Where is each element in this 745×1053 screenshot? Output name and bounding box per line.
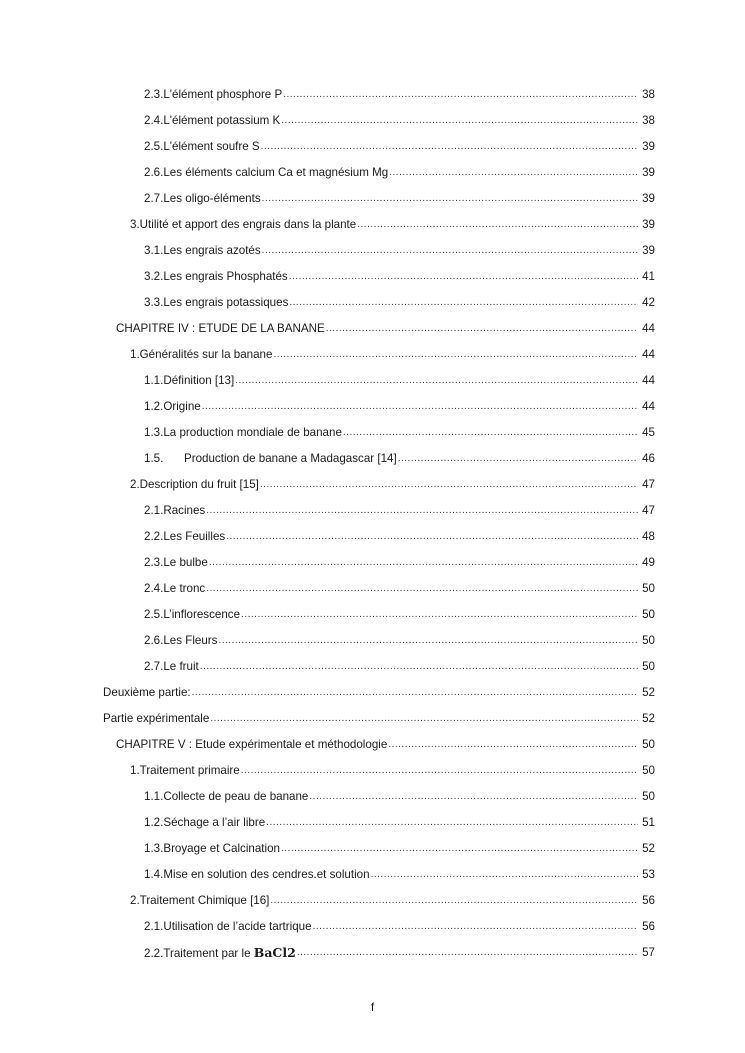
toc-entry[interactable]: [0, 160, 655, 186]
toc-entry-text: Deuxième partie:: [103, 686, 191, 699]
toc-entry[interactable]: [0, 888, 655, 914]
toc-entry-title: [144, 290, 288, 316]
toc-entry[interactable]: [0, 394, 655, 420]
toc-dot-leader: [210, 706, 638, 732]
toc-entry-text: Partie expérimentale: [103, 712, 210, 725]
toc-entry[interactable]: [0, 290, 655, 316]
toc-entry-page-number: 44: [642, 374, 655, 387]
toc-entry-title: [144, 368, 234, 394]
toc-entry-page-number: 49: [642, 556, 655, 569]
toc-entry-text: 1.3.La production mondiale de banane: [144, 426, 342, 439]
toc-entry-title: [144, 446, 397, 472]
toc-entry-page-number: 42: [642, 296, 655, 309]
toc-entry-title: [116, 732, 387, 758]
toc-entry-title: [144, 420, 342, 446]
toc-entry-text: CHAPITRE IV : ETUDE DE LA BANANE: [116, 322, 325, 335]
toc-entry-text: 1.3.Broyage et Calcination: [144, 842, 280, 855]
toc-entry-page-number: 38: [642, 114, 655, 127]
toc-entry-text: 1.2.Séchage a l’air libre: [144, 816, 266, 829]
toc-entry-text: 2.6.Les Fleurs: [144, 634, 218, 647]
toc-entry-title: [144, 134, 260, 160]
toc-entry-page-number: 56: [642, 920, 655, 933]
toc-entry-page-number: 56: [642, 894, 655, 907]
toc-entry-text: 2.1.Utilisation de l’acide tartrique: [144, 920, 312, 933]
toc-entry-page-number: 46: [642, 452, 655, 465]
toc-entry-number: 1.5.: [144, 452, 164, 465]
toc-dot-leader: [283, 82, 638, 108]
toc-dot-leader: [262, 186, 638, 212]
toc-entry-title: [130, 758, 240, 784]
toc-entry-title: [144, 186, 261, 212]
toc-entry-page-number: 47: [642, 478, 655, 491]
toc-dot-leader: [388, 732, 638, 758]
toc-entry-title: [103, 680, 191, 706]
toc-entry-page-number: 41: [642, 270, 655, 283]
toc-entry-text: 3.1.Les engrais azotés: [144, 244, 261, 257]
toc-entry-title: [144, 810, 265, 836]
toc-entry-page-number: 39: [642, 166, 655, 179]
toc-entry-title: [144, 238, 261, 264]
toc-entry-title: [130, 212, 356, 238]
toc-entry-page-number: 38: [642, 88, 655, 101]
toc-entry[interactable]: [0, 914, 655, 940]
toc-dot-leader: [262, 238, 638, 264]
toc-entry-title: [144, 940, 296, 967]
toc-entry-text: 2.Description du fruit [15]: [130, 478, 259, 491]
toc-entry-title: [144, 524, 225, 550]
toc-entry-text: 1.2.Origine: [144, 400, 201, 413]
toc-entry[interactable]: [0, 810, 655, 836]
toc-entry-title: [144, 498, 205, 524]
toc-entry-title: [144, 654, 199, 680]
toc-dot-leader: [192, 680, 638, 706]
toc-entry-page-number: 50: [642, 608, 655, 621]
toc-entry-title: [130, 342, 272, 368]
toc-entry-text: 2.7.Le fruit: [144, 660, 199, 673]
toc-dot-leader: [357, 212, 638, 238]
toc-entry-title: [144, 160, 388, 186]
toc-entry[interactable]: [0, 212, 655, 238]
toc-dot-leader: [241, 602, 638, 628]
toc-entry[interactable]: [0, 706, 655, 732]
toc-entry-text: 2.6.Les éléments calcium Ca et magnésium Mg: [144, 166, 389, 179]
table-of-contents: [0, 82, 745, 966]
toc-dot-leader: [343, 420, 638, 446]
toc-entry-text: 1.1.Définition [13]: [144, 374, 235, 387]
toc-dot-leader: [281, 108, 638, 134]
toc-dot-leader: [261, 134, 638, 160]
toc-dot-leader: [313, 914, 638, 940]
toc-entry-page-number: 51: [642, 816, 655, 829]
toc-entry-text: 2.4.Le tronc: [144, 582, 206, 595]
toc-entry[interactable]: [0, 238, 655, 264]
toc-entry-text: 1.1.Collecte de peau de banane: [144, 790, 309, 803]
toc-entry-text: 1.Traitement primaire: [130, 764, 240, 777]
toc-entry-title: [144, 264, 288, 290]
toc-entry-page-number: 48: [642, 530, 655, 543]
toc-entry[interactable]: [0, 82, 655, 108]
toc-entry-page-number: 44: [642, 348, 655, 361]
toc-dot-leader: [206, 576, 638, 602]
toc-dot-leader: [241, 758, 638, 784]
toc-entry-page-number: 50: [642, 738, 655, 751]
toc-entry[interactable]: [0, 602, 655, 628]
toc-entry-page-number: 44: [642, 400, 655, 413]
toc-entry-title: [144, 914, 312, 940]
toc-dot-leader: [209, 550, 638, 576]
toc-entry-title: [144, 862, 370, 888]
toc-entry-page-number: 45: [642, 426, 655, 439]
toc-dot-leader: [281, 836, 638, 862]
toc-dot-leader: [309, 784, 638, 810]
toc-entry-page-number: 39: [642, 244, 655, 257]
toc-entry[interactable]: [0, 940, 655, 966]
toc-entry-text: 2.Traitement Chimique [16]: [130, 894, 270, 907]
toc-entry-page-number: 50: [642, 582, 655, 595]
toc-entry[interactable]: [0, 264, 655, 290]
toc-dot-leader: [270, 888, 638, 914]
toc-entry[interactable]: [0, 836, 655, 862]
toc-dot-leader: [389, 160, 638, 186]
toc-dot-leader: [235, 368, 638, 394]
toc-entry-text: 2.3.L'élément phosphore P: [144, 88, 283, 101]
toc-entry[interactable]: [0, 862, 655, 888]
toc-entry[interactable]: [0, 186, 655, 212]
toc-entry-text: 3.2.Les engrais Phosphatés: [144, 270, 288, 283]
toc-entry-title: [144, 550, 208, 576]
toc-entry[interactable]: [0, 524, 655, 550]
toc-dot-leader: [260, 472, 638, 498]
toc-entry-page-number: 50: [642, 634, 655, 647]
toc-entry-text: CHAPITRE V : Etude expérimentale et méthodologie: [116, 738, 388, 751]
toc-entry[interactable]: [0, 732, 655, 758]
toc-dot-leader: [202, 394, 638, 420]
toc-entry[interactable]: [0, 654, 655, 680]
toc-entry-title: [144, 784, 308, 810]
toc-entry-page-number: 39: [642, 140, 655, 153]
toc-entry[interactable]: [0, 134, 655, 160]
toc-entry-text: 2.3.Le bulbe: [144, 556, 208, 569]
toc-entry-page-number: 50: [642, 790, 655, 803]
toc-entry[interactable]: [0, 758, 655, 784]
toc-entry-title: [144, 394, 201, 420]
toc-dot-leader: [297, 940, 638, 966]
toc-entry-chemical-formula: BaCl2: [253, 944, 296, 960]
toc-entry[interactable]: [0, 420, 655, 446]
toc-entry-page-number: 39: [642, 218, 655, 231]
toc-dot-leader: [273, 342, 638, 368]
toc-dot-leader: [326, 316, 638, 342]
toc-entry-page-number: 52: [642, 842, 655, 855]
toc-entry[interactable]: [0, 680, 655, 706]
page-footer-number: f: [370, 1000, 375, 1014]
toc-entry[interactable]: [0, 316, 655, 342]
toc-dot-leader: [266, 810, 638, 836]
toc-entry-text: 2.1.Racines: [144, 504, 206, 517]
toc-entry-title: [116, 316, 325, 342]
toc-entry-text: 3.Utilité et apport des engrais dans la plante: [130, 218, 357, 231]
toc-entry-title: [144, 602, 240, 628]
toc-entry-text: 2.5.L’inflorescence: [144, 608, 241, 621]
toc-dot-leader: [200, 654, 638, 680]
toc-entry-text: 2.2.Traitement par le: [144, 946, 254, 960]
toc-entry[interactable]: [0, 446, 655, 472]
toc-entry-page-number: 53: [642, 868, 655, 881]
toc-entry[interactable]: [0, 472, 655, 498]
toc-entry-text: 2.5.L'élément soufre S: [144, 140, 260, 153]
toc-entry-title: [144, 82, 282, 108]
toc-dot-leader: [371, 862, 638, 888]
toc-entry[interactable]: [0, 628, 655, 654]
toc-entry-text: Production de banane a Madagascar [14]: [184, 452, 397, 465]
toc-entry-text: 1.4.Mise en solution des cendres.et solution: [144, 868, 370, 881]
toc-entry-text: 2.4.L'élément potassium K: [144, 114, 281, 127]
toc-entry[interactable]: [0, 368, 655, 394]
toc-entry[interactable]: [0, 342, 655, 368]
toc-entry-page-number: 57: [642, 946, 655, 959]
toc-entry[interactable]: [0, 550, 655, 576]
toc-dot-leader: [218, 628, 638, 654]
toc-dot-leader: [398, 446, 638, 472]
toc-entry-page-number: 52: [642, 686, 655, 699]
toc-entry[interactable]: [0, 108, 655, 134]
toc-entry-text: 2.2.Les Feuilles: [144, 530, 226, 543]
toc-entry[interactable]: [0, 784, 655, 810]
toc-entry[interactable]: [0, 498, 655, 524]
toc-entry-page-number: 47: [642, 504, 655, 517]
toc-entry-title: [144, 108, 280, 134]
toc-entry-title: [130, 472, 259, 498]
toc-dot-leader: [289, 290, 638, 316]
toc-entry-title: [144, 576, 205, 602]
toc-entry-page-number: 50: [642, 660, 655, 673]
toc-entry-text: 1.Généralités sur la banane: [130, 348, 273, 361]
toc-entry-title: [103, 706, 209, 732]
toc-dot-leader: [289, 264, 638, 290]
toc-entry-page-number: 52: [642, 712, 655, 725]
toc-entry-page-number: 50: [642, 764, 655, 777]
toc-entry-page-number: 44: [642, 322, 655, 335]
toc-dot-leader: [206, 498, 638, 524]
toc-entry[interactable]: [0, 576, 655, 602]
toc-entry-title: [144, 836, 280, 862]
toc-entry-text: 2.7.Les oligo-éléments: [144, 192, 261, 205]
toc-entry-title: [144, 628, 217, 654]
toc-dot-leader: [226, 524, 638, 550]
toc-entry-text: 3.3.Les engrais potassiques: [144, 296, 289, 309]
toc-entry-page-number: 39: [642, 192, 655, 205]
toc-entry-title: [130, 888, 269, 914]
